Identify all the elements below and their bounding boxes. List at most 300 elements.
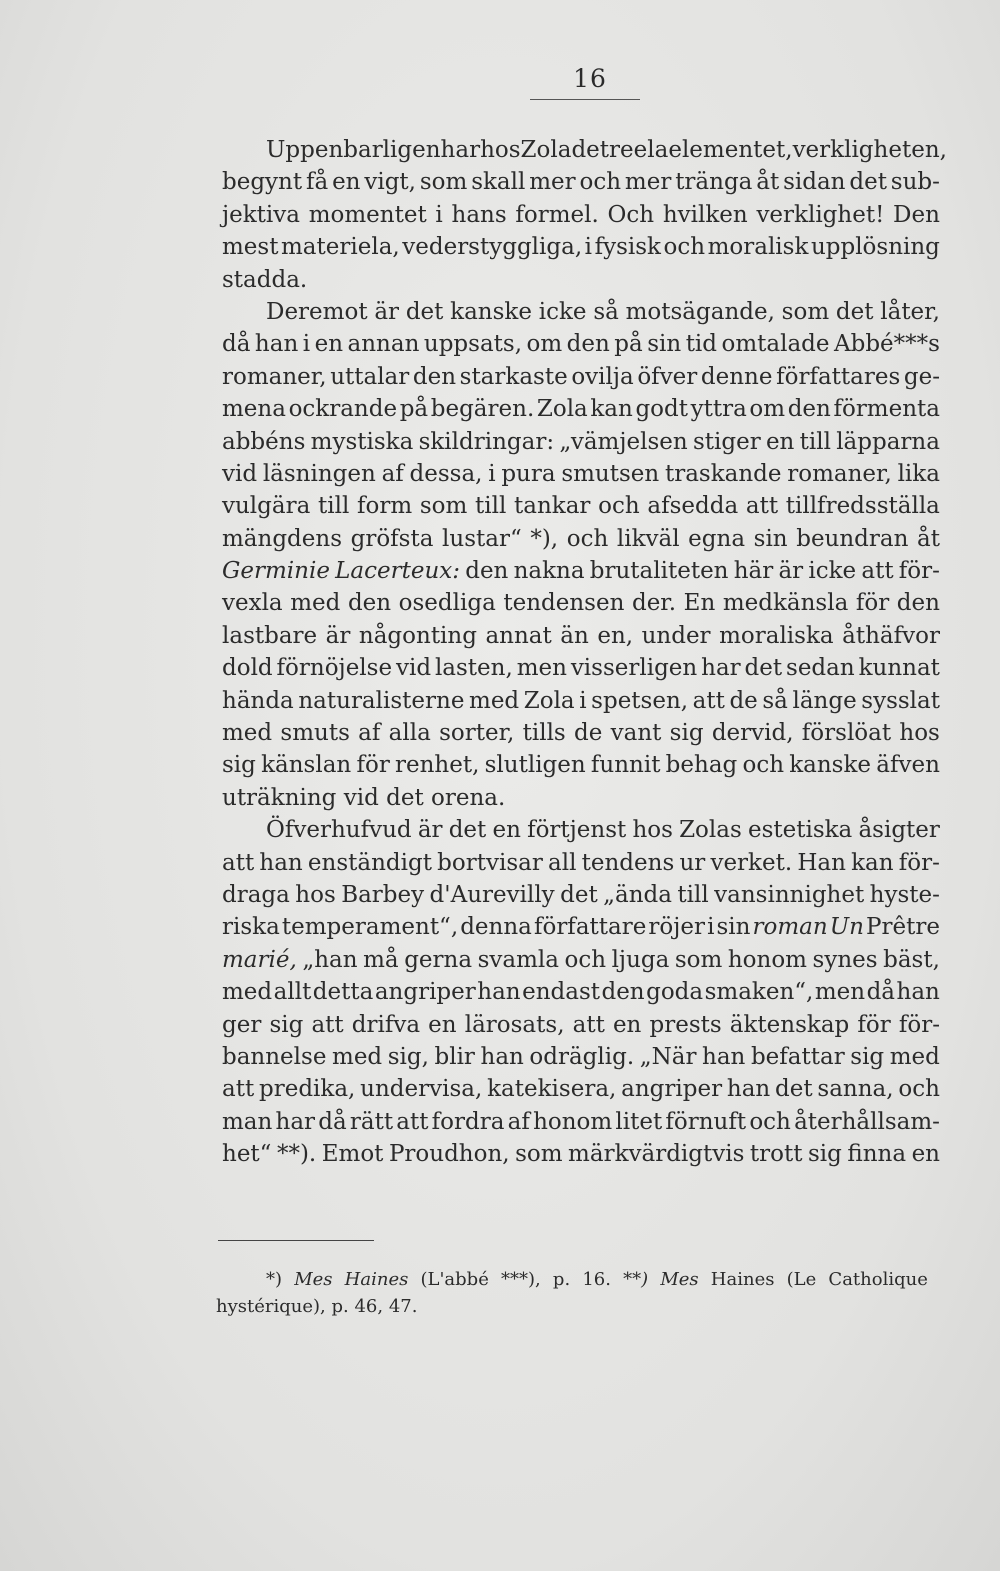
word: tillfredsställa [785, 493, 940, 520]
word: med [222, 979, 273, 1006]
word: funnit [590, 752, 661, 779]
word: lastbare [222, 622, 318, 649]
word: Germinie [222, 558, 330, 585]
word: sysslat [861, 687, 940, 714]
word: kan [851, 849, 894, 876]
word: Lacerteux: [335, 558, 461, 585]
word: roman [752, 914, 828, 941]
word: förtjenst [527, 817, 627, 844]
word: uträkning [222, 784, 337, 811]
word: temperament“, [281, 914, 459, 941]
word: spetsen, [591, 687, 689, 714]
word: En [683, 590, 716, 617]
word: p. [331, 1296, 349, 1317]
text-line [222, 652, 940, 684]
word: i [707, 914, 715, 941]
word: *), [530, 525, 559, 552]
word: bannelse [222, 1043, 327, 1070]
word: Haines [344, 1269, 409, 1290]
word: smuts [280, 720, 350, 747]
word: af [381, 460, 404, 487]
word: till [677, 881, 709, 908]
word: på [614, 331, 643, 358]
word: goda [646, 979, 704, 1006]
word: det [849, 169, 887, 196]
word: elementet, [668, 137, 793, 163]
word: hans [451, 201, 507, 228]
word: då [866, 979, 896, 1006]
text-line [222, 1009, 940, 1041]
word: om [749, 396, 786, 423]
word: bortvisar [437, 849, 543, 876]
word: skildringar: [418, 428, 555, 455]
word: Zolas [679, 817, 742, 844]
word: Mes [660, 1269, 699, 1290]
word: för [855, 590, 890, 617]
word: angriper [621, 1076, 723, 1103]
word: Catholique [828, 1269, 928, 1290]
word: för [356, 752, 390, 779]
word: Zola [520, 137, 572, 163]
word: prests [649, 1011, 722, 1038]
word: litet [615, 1108, 663, 1135]
word: läpparna [836, 428, 940, 455]
word: läsningen [262, 460, 376, 487]
word: och [598, 493, 640, 520]
word: ***), [501, 1269, 541, 1290]
word: han [477, 979, 521, 1006]
footnote-rule [218, 1240, 374, 1241]
word: de [574, 720, 603, 747]
word: detta [312, 979, 374, 1006]
word: upplösning [810, 234, 940, 261]
word: och [566, 525, 609, 552]
text-line [222, 264, 940, 296]
word: begären. [430, 396, 535, 423]
word: någonting [358, 622, 477, 649]
word: bäst, [883, 946, 940, 973]
text-line [222, 1041, 940, 1073]
word: att [222, 1076, 255, 1103]
text-line [222, 1138, 940, 1170]
word: må [363, 946, 399, 973]
word: ovilja [571, 363, 634, 390]
word: kunnat [858, 655, 940, 682]
word: mängdens [222, 525, 343, 552]
word: Deremot [266, 298, 368, 325]
word: det [405, 298, 444, 325]
word: sub- [890, 169, 940, 196]
word: (Le [786, 1269, 817, 1290]
word: hos [632, 817, 673, 844]
word: märkvärdigtvis [568, 1141, 745, 1168]
word: vexla [222, 590, 283, 617]
word: som [419, 169, 468, 196]
word: sorter, [439, 720, 515, 747]
word: tränga [675, 169, 753, 196]
word: för [857, 1011, 891, 1038]
word: som [674, 946, 723, 973]
word: så [593, 298, 619, 325]
word: och [663, 234, 706, 261]
word: är [417, 817, 443, 844]
word: till [475, 493, 507, 520]
word: mena [222, 396, 286, 423]
word: har [701, 655, 741, 682]
word: sanna, [817, 1076, 894, 1103]
word: af [507, 1108, 530, 1135]
word: riska [222, 914, 280, 941]
word: äfven [876, 752, 940, 779]
word: materiela, [281, 234, 400, 261]
word: **). [276, 1141, 317, 1168]
text-line [222, 555, 940, 587]
word: att [692, 687, 725, 714]
word: icke [538, 298, 587, 325]
text-line [222, 620, 940, 652]
word: den [601, 979, 645, 1006]
word: här [733, 558, 774, 585]
word: han [896, 979, 940, 1006]
word: 46, [354, 1296, 384, 1317]
word: är [374, 298, 400, 325]
word: tills [522, 720, 566, 747]
word: trott [749, 1141, 803, 1168]
text-line [222, 361, 940, 393]
word: annat [485, 622, 552, 649]
word: Proudhon, [388, 1141, 510, 1168]
text-line [222, 944, 940, 976]
word: verklighet! [756, 201, 885, 228]
word: åsigter [858, 817, 940, 844]
word: författare [533, 914, 647, 941]
word: (L'abbé [420, 1269, 489, 1290]
word: Abbé***s [834, 331, 940, 358]
word: Haines [710, 1269, 775, 1290]
word: befattar [750, 1043, 845, 1070]
word: slutligen [484, 752, 586, 779]
word: den [347, 590, 392, 617]
word: Zola [536, 396, 588, 423]
word: är [778, 558, 804, 585]
word: yttra [690, 396, 747, 423]
word: det [775, 1076, 813, 1103]
word: ljuga [611, 946, 670, 973]
word: det [744, 655, 783, 682]
word: formel. [515, 201, 599, 228]
word: romaner, [222, 363, 327, 390]
word: denna [460, 914, 532, 941]
word: att [311, 1011, 344, 1038]
word: renhet, [395, 752, 480, 779]
word: sin [647, 331, 682, 358]
word: honom [727, 946, 807, 973]
text-line [222, 199, 940, 231]
word: verket. [710, 849, 793, 876]
word: att [396, 1108, 429, 1135]
word: starkaste [459, 363, 568, 390]
word: Den [893, 201, 940, 228]
word: form [357, 493, 413, 520]
text-line [222, 976, 940, 1008]
word: momentet [308, 201, 427, 228]
word: det [571, 137, 610, 163]
word: begynt [222, 169, 303, 196]
word: med [290, 590, 341, 617]
word: „han [302, 946, 358, 973]
footnotes [216, 1266, 928, 1320]
page-number: 16 [573, 64, 607, 93]
word: han [254, 331, 299, 358]
word: motsägande, [625, 298, 775, 325]
text-line [222, 685, 940, 717]
word: ur [679, 849, 706, 876]
word: icke [808, 558, 857, 585]
word: då [318, 1108, 347, 1135]
word: sig, [387, 1043, 429, 1070]
text-line [222, 134, 947, 166]
page-number-rule [530, 99, 640, 100]
word: tendens [581, 849, 675, 876]
word: *) [266, 1269, 283, 1290]
word: vid [343, 784, 379, 811]
word: odräglig. [529, 1043, 635, 1070]
word: sig [669, 720, 704, 747]
word: den [787, 396, 831, 423]
text-line [222, 426, 940, 458]
word: sig [269, 1011, 304, 1038]
word: förnuft [665, 1108, 747, 1135]
word: dold [222, 655, 273, 682]
word: traskande [664, 460, 782, 487]
word: af [358, 720, 381, 747]
word: han [726, 1076, 771, 1103]
word: med [889, 1043, 940, 1070]
word: en [332, 169, 361, 196]
word: har [275, 1108, 316, 1135]
text-line [222, 782, 940, 814]
text-line [222, 1073, 940, 1105]
word: vid [222, 460, 258, 487]
word: och [898, 1076, 940, 1103]
word: i [579, 687, 587, 714]
word: 16. [582, 1269, 611, 1290]
word: men [814, 979, 866, 1006]
word: för- [898, 849, 940, 876]
word: hos [295, 881, 336, 908]
word: det [386, 784, 424, 811]
word: han [702, 1043, 746, 1070]
word: till [799, 428, 831, 455]
word: som [419, 493, 468, 520]
word: hyste- [869, 881, 940, 908]
text-line [222, 1106, 940, 1138]
word: undervisa, [360, 1076, 483, 1103]
word: dervid, [711, 720, 794, 747]
word: smaken“, [704, 979, 814, 1006]
word: „ända [603, 881, 672, 908]
text-line [222, 458, 940, 490]
word: het“ [222, 1141, 272, 1168]
word: osedliga [398, 590, 496, 617]
word: länge [792, 687, 857, 714]
word: vulgära [222, 493, 311, 520]
text-line [222, 749, 940, 781]
word: lustar“ [442, 525, 522, 552]
word: röjer [648, 914, 705, 941]
word: hystérique), [216, 1296, 326, 1317]
word: den [896, 590, 940, 617]
word: alla [388, 720, 431, 747]
word: behag [665, 752, 738, 779]
word: estetiska [747, 817, 853, 844]
word: än [560, 622, 589, 649]
word: mystiska [310, 428, 414, 455]
word: i [302, 331, 311, 358]
text-line [222, 879, 940, 911]
word: endast [522, 979, 600, 1006]
word: en, [597, 622, 634, 649]
word: sidan [783, 169, 846, 196]
word: han [259, 849, 303, 876]
word: kanske [789, 752, 872, 779]
word: „När [639, 1043, 697, 1070]
text-line [222, 231, 940, 263]
word: tid [685, 331, 718, 358]
word: dessa, [409, 460, 483, 487]
word: hos [480, 137, 521, 163]
word: smutsen [561, 460, 660, 487]
word: lärosats, [464, 1011, 565, 1038]
text-line [216, 1293, 928, 1320]
word: Och [607, 201, 655, 228]
word: återhållsam- [794, 1108, 940, 1135]
text-line [222, 393, 940, 425]
word: Un [829, 914, 864, 941]
word: katekisera, [487, 1076, 617, 1103]
text-line [222, 717, 940, 749]
word: Barbey [341, 881, 425, 908]
word: Zola [523, 687, 575, 714]
word: öfver [637, 363, 698, 390]
word: vid [395, 655, 432, 682]
word: en [428, 1011, 457, 1038]
word: naturalisterne [298, 687, 465, 714]
word: med [332, 1043, 383, 1070]
word: enständigt [307, 849, 432, 876]
word: p. [552, 1269, 571, 1290]
word: och [579, 169, 622, 196]
word: Öfverhufvud [266, 817, 412, 844]
word: kanske [450, 298, 532, 325]
text-line [222, 328, 940, 360]
word: åt [756, 169, 780, 196]
word: moraliska [719, 622, 834, 649]
word: förslöat [801, 720, 892, 747]
word: en [765, 428, 795, 455]
word: beundran [796, 525, 909, 552]
word: vansinnighet [714, 881, 865, 908]
word: lasten, [434, 655, 513, 682]
word: denne [700, 363, 773, 390]
word: i [584, 234, 593, 261]
word: abbéns [222, 428, 306, 455]
word: den [465, 558, 509, 585]
word: som [781, 298, 830, 325]
word: som [515, 1141, 563, 1168]
word: ger [222, 1011, 262, 1038]
word: visserligen [570, 655, 698, 682]
word: Uppenbarligen [266, 137, 441, 163]
word: d'Aurevilly [429, 881, 555, 908]
word: det [835, 298, 874, 325]
word: mer [624, 169, 672, 196]
word: hvilken [662, 201, 748, 228]
word: medkänsla [722, 590, 849, 617]
word: att [861, 558, 894, 585]
word: mer [529, 169, 576, 196]
word: annan [347, 331, 420, 358]
word: i [435, 201, 443, 228]
word: under [641, 622, 711, 649]
word: gröfsta [350, 525, 434, 552]
word: verkligheten, [792, 137, 947, 163]
word: marié, [222, 946, 297, 973]
word: en [492, 817, 521, 844]
word: rätt [349, 1108, 394, 1135]
word: Prêtre [866, 914, 940, 941]
word: och [749, 1108, 791, 1135]
word: uppsats, [423, 331, 523, 358]
word: fordra [431, 1108, 505, 1135]
word: drifva [351, 1011, 421, 1038]
word: har [440, 137, 481, 163]
word: för- [898, 558, 940, 585]
word: der. [631, 590, 677, 617]
word: ockrande [288, 396, 398, 423]
word: på [399, 396, 429, 423]
word: och [564, 946, 607, 973]
word: brutaliteten [589, 558, 729, 585]
word: predika, [259, 1076, 356, 1103]
word: sig [807, 1141, 842, 1168]
word: Emot [321, 1141, 384, 1168]
word: författares [776, 363, 901, 390]
word: lika [897, 460, 940, 487]
word: i [488, 460, 496, 487]
word: en [911, 1141, 940, 1168]
word: **) [623, 1269, 649, 1290]
word: reela [609, 137, 669, 163]
word: så [762, 687, 788, 714]
word: „vämjelsen [559, 428, 688, 455]
word: åt [917, 525, 940, 552]
word: sin [716, 914, 751, 941]
word: han [480, 1043, 524, 1070]
word: åthäfvor [842, 622, 940, 649]
word: om [526, 331, 563, 358]
text-line [216, 1266, 928, 1293]
word: synes [812, 946, 878, 973]
word: draga [222, 881, 290, 908]
word: få [305, 169, 329, 196]
word: den [412, 363, 457, 390]
word: gerna [404, 946, 473, 973]
word: egna [688, 525, 746, 552]
word: låter, [880, 298, 940, 325]
text-line [222, 523, 940, 555]
word: vigt, [364, 169, 416, 196]
